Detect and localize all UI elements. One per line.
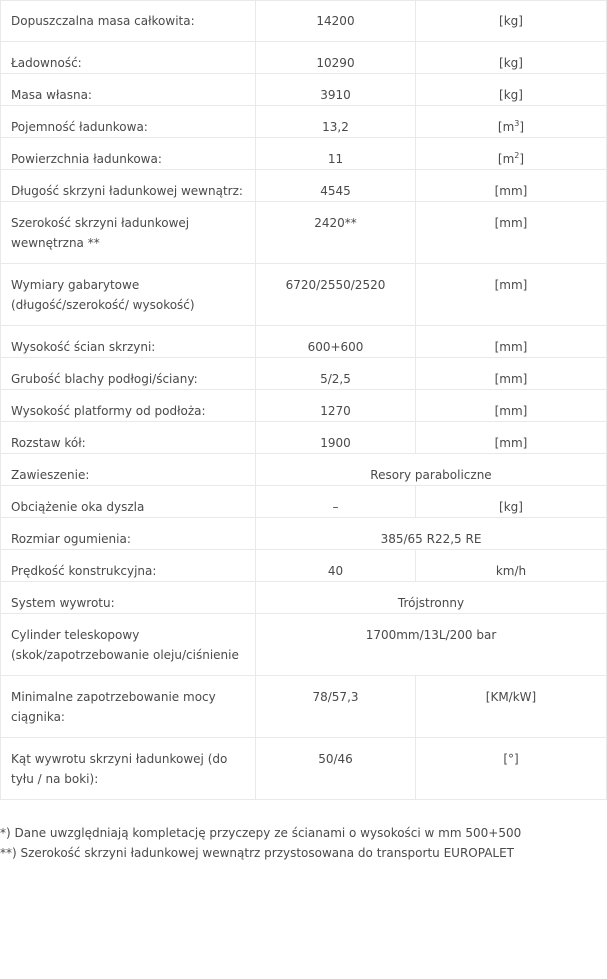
row-value: 2420** [256,202,416,264]
table-row [1,1,607,42]
row-label: Pojemność ładunkowa: [1,106,256,138]
table-row [1,582,607,614]
row-value: 40 [256,550,416,582]
row-label: Ładowność: [1,42,256,74]
row-unit: [°] [416,738,607,800]
row-value: 4545 [256,170,416,202]
row-unit: $[m^3]$ [416,106,607,138]
table-row [1,264,607,326]
row-label: Rozmiar ogumienia: [1,518,256,550]
row-value: 10290 [256,42,416,74]
table-row [1,550,607,582]
row-value: 14200 [256,1,416,42]
row-value: 6720/2550/2520 [256,264,416,326]
table-row [1,170,607,202]
row-value: 13,2 [256,106,416,138]
row-value: 1900 [256,422,416,454]
row-unit: $[m^2]$ [416,138,607,170]
row-unit: km/h [416,550,607,582]
row-unit: [mm] [416,326,607,358]
row-unit: [mm] [416,422,607,454]
row-label: System wywrotu: [1,582,256,614]
table-row [1,454,607,486]
table-row [1,138,607,170]
row-unit: [KM/kW] [416,676,607,738]
table-row [1,358,607,390]
row-unit: [kg] [416,42,607,74]
row-label: Wysokość ścian skrzyni: [1,326,256,358]
row-label: Wymiary gabarytowe (długość/szerokość/ wysokość) [1,264,256,326]
row-label: Grubość blachy podłogi/ściany: [1,358,256,390]
row-unit: [mm] [416,170,607,202]
table-row [1,614,607,676]
table-row [1,42,607,74]
row-label: Powierzchnia ładunkowa: [1,138,256,170]
row-unit: [kg] [416,1,607,42]
row-value: 50/46 [256,738,416,800]
row-value: – [256,486,416,518]
table-row [1,106,607,138]
table-row [1,486,607,518]
footnote: *) Dane uwzględniają kompletację przyczepy ze ścianami o wysokości w mm 500+500 [0,826,522,840]
table-row [1,390,607,422]
row-label: Rozstaw kół: [1,422,256,454]
row-label: Wysokość platformy od podłoża: [1,390,256,422]
row-unit: [kg] [416,486,607,518]
table-row [1,326,607,358]
footnotes [0,823,607,863]
row-label: Prędkość konstrukcyjna: [1,550,256,582]
row-value: 78/57,3 [256,676,416,738]
row-label: Masa własna: [1,74,256,106]
row-label: Minimalne zapotrzebowanie mocy ciągnika: [1,676,256,738]
row-unit: [mm] [416,264,607,326]
table-row [1,74,607,106]
table-row [1,518,607,550]
row-value: 5/2,5 [256,358,416,390]
row-merged-value: 385/65 R22,5 RE [256,518,607,550]
row-label: Długość skrzyni ładunkowej wewnątrz: [1,170,256,202]
table-row [1,202,607,264]
table-row [1,676,607,738]
row-value: 600+600 [256,326,416,358]
table-row [1,422,607,454]
row-unit: [kg] [416,74,607,106]
row-value: 3910 [256,74,416,106]
row-label: Dopuszczalna masa całkowita: [1,1,256,42]
row-label: Obciążenie oka dyszla [1,486,256,518]
row-merged-value: Trójstronny [256,582,607,614]
row-label: Cylinder teleskopowy (skok/zapotrzebowanie oleju/ciśnienie [1,614,256,676]
footnote: **) Szerokość skrzyni ładunkowej wewnątrz przystosowana do transportu EUROPALET [0,846,514,860]
table-row [1,738,607,800]
row-unit: [mm] [416,202,607,264]
row-unit: [mm] [416,390,607,422]
row-merged-value: Resory paraboliczne [256,454,607,486]
row-unit: [mm] [416,358,607,390]
row-label: Zawieszenie: [1,454,256,486]
row-value: 11 [256,138,416,170]
row-label: Szerokość skrzyni ładunkowej wewnętrzna ** [1,202,256,264]
row-value: 1270 [256,390,416,422]
row-label: Kąt wywrotu skrzyni ładunkowej (do tyłu / na boki): [1,738,256,800]
row-merged-value: 1700mm/13L/200 bar [256,614,607,676]
